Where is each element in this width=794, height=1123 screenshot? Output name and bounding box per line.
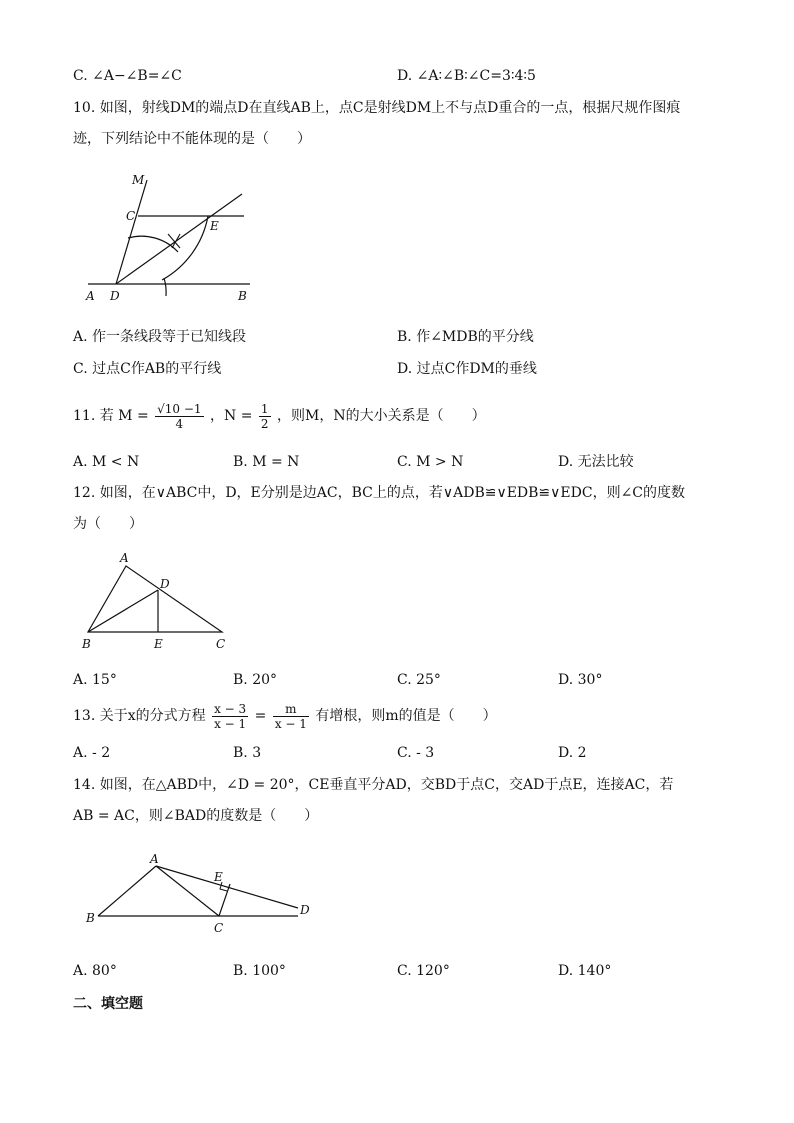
label-b: B	[86, 911, 95, 925]
section-title-fill-blank: 二、填空题	[73, 996, 143, 1012]
q11-option-d: D. 无法比较	[558, 454, 634, 470]
q11-fraction-n	[259, 402, 271, 431]
q11-stem	[73, 398, 486, 434]
q10-option-c: C. 过点C作AB的平行线	[73, 361, 222, 377]
q14-option-a: A. 80°	[73, 963, 117, 979]
q12-option-a: A. 15°	[73, 672, 117, 688]
q14-figure	[82, 846, 322, 938]
label-e: E	[210, 219, 219, 233]
q13-fraction-left	[212, 702, 248, 731]
construction-arc-tick	[164, 278, 166, 296]
q10-figure	[80, 168, 260, 308]
construction-arc-small	[128, 236, 178, 252]
label-c: C	[126, 209, 136, 223]
label-a: A	[120, 551, 129, 565]
q11-frac1-den: 4	[175, 416, 184, 431]
q10-option-d: D. 过点C作DM的垂线	[397, 361, 537, 377]
q10-stem-line2: 迹，下列结论中不能体现的是（ ）	[73, 131, 311, 147]
q13-fraction-right	[273, 702, 309, 731]
q12-stem-line2: 为（ ）	[73, 516, 143, 532]
label-c: C	[216, 637, 226, 651]
q13-frac2-den: x − 1	[274, 716, 307, 731]
q13-option-b: B. 3	[233, 745, 262, 761]
label-e: E	[154, 637, 163, 651]
q13-option-a: A. - 2	[73, 745, 111, 761]
label-d: D	[160, 577, 170, 591]
label-a: A	[150, 852, 159, 866]
q11-frac2-num: 1	[260, 401, 269, 416]
segment-ad	[156, 866, 298, 908]
q14-option-c: C. 120°	[397, 963, 450, 979]
q11-fraction-m	[155, 402, 203, 431]
label-b: B	[82, 637, 91, 651]
q11-option-b: B. M = N	[233, 454, 300, 470]
q13-frac2-num: m	[273, 702, 309, 717]
q10-option-a: A. 作一条线段等于已知线段	[73, 329, 247, 345]
q13-suffix: 有增根，则m的值是（ ）	[315, 708, 497, 724]
q12-stem-line1: 12. 如图，在∨ABC中，D，E分别是边AC，BC上的点，若∨ADB≌∨EDB≌∨EDC，则∠C的度数	[73, 485, 686, 501]
segment-bd	[88, 590, 158, 632]
bisector-ray	[116, 194, 242, 284]
segment-ab	[98, 866, 156, 916]
q9-option-c: C. ∠A−∠B=∠C	[73, 68, 182, 84]
q13-option-c: C. - 3	[397, 745, 435, 761]
q11-suffix: ，则M，N的大小关系是（ ）	[277, 408, 486, 424]
q13-equals: =	[254, 708, 267, 724]
label-m: M	[132, 173, 145, 187]
q11-prefix: 11. 若 M =	[73, 408, 149, 424]
construction-arc-large	[162, 216, 208, 280]
q14-stem-line2: AB = AC，则∠BAD的度数是（ ）	[73, 808, 319, 824]
q10-option-b: B. 作∠MDB的平分线	[397, 329, 534, 345]
q11-frac2-den: 2	[260, 416, 269, 431]
q14-option-d: D. 140°	[558, 963, 612, 979]
label-d: D	[300, 903, 310, 917]
q14-option-b: B. 100°	[233, 963, 286, 979]
q12-figure	[78, 548, 238, 658]
q13-option-d: D. 2	[558, 745, 587, 761]
q12-option-b: B. 20°	[233, 672, 278, 688]
q13-stem	[73, 698, 497, 734]
q12-option-d: D. 30°	[558, 672, 603, 688]
q13-frac1-num: x − 3	[214, 701, 247, 716]
q13-prefix: 13. 关于x的分式方程	[73, 708, 206, 724]
label-a: A	[86, 289, 95, 303]
q11-option-c: C. M > N	[397, 454, 464, 470]
ray-dm	[116, 180, 147, 284]
label-b: B	[238, 289, 247, 303]
label-d: D	[110, 289, 120, 303]
label-e: E	[214, 870, 223, 884]
q12-option-c: C. 25°	[397, 672, 441, 688]
q14-stem-line1: 14. 如图，在△ABD中，∠D = 20°，CE垂直平分AD，交BD于点C，交AD于点E，连接AC，若	[73, 777, 674, 793]
q11-mid: ，N =	[210, 408, 253, 424]
q13-frac1-den: x − 1	[214, 716, 247, 731]
q11-frac1-num: √10 −1	[157, 401, 202, 416]
label-c: C	[214, 921, 224, 935]
triangle-abc	[88, 566, 222, 632]
segment-ac	[156, 866, 219, 916]
q9-option-d: D. ∠A∶∠B∶∠C=3∶4∶5	[397, 68, 536, 84]
q10-stem-line1: 10. 如图，射线DM的端点D在直线AB上，点C是射线DM上不与点D重合的一点，根据尺规作图痕	[73, 100, 681, 116]
q11-option-a: A. M < N	[73, 454, 140, 470]
